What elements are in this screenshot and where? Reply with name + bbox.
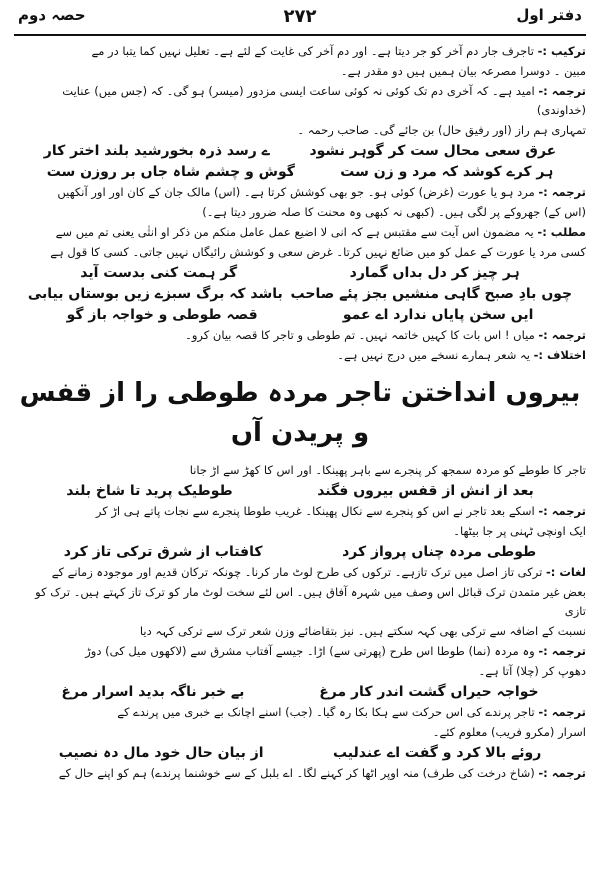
verse-second-hemistich: از بیان حال خود مال دہ نصیب xyxy=(58,745,264,761)
paragraph-text: بعض غیر متمدن ترک قبائل اس وصف میں شہرہ آفاق ہیں۔ اس لئے سخت لوٹ مار کو ترک تاز کہتے ہیں۔ ترک کو تازی xyxy=(35,585,586,618)
paragraph-text: (شاخ درخت کی طرف) منہ اوپر اٹھا کر کہنے لگا۔ اے بلبل کے سے خوشنما پرندے) ہم کو اپنے حال کے xyxy=(58,766,535,780)
text-paragraph xyxy=(14,121,586,140)
paragraph-text: اسرار (مکرو فریب) معلوم کئے۔ xyxy=(432,725,586,739)
verse-second-hemistich: گوش و چشم شاہ جاں بر روزن ست xyxy=(46,164,295,180)
verse-first-hemistich: روئے بالا کرد و گفت اے عندلیب xyxy=(332,745,542,761)
paragraph-label: اختلاف :- xyxy=(533,348,586,362)
paragraph-label: ترجمہ :- xyxy=(538,328,586,342)
verse-first-hemistich: عرق سعی محال ست کر گوہر نشود xyxy=(309,143,557,159)
paragraph-text: نسبت کے اضافہ سے ترکی بھی کہہ سکتے ہیں۔ نیز بتقاضائے وزن شعر ترک سے ترکی کہہ دیا xyxy=(139,624,586,638)
paragraph-text: (اس کے) جھروکے پر لگی ہیں۔ (کبھی نہ کبھی وہ محنت کا صلہ ضرور دیتا ہے۔) xyxy=(202,205,586,219)
paragraph-label: ترجمہ :- xyxy=(538,84,586,98)
text-paragraph xyxy=(14,62,586,81)
verse-couplet xyxy=(24,743,576,764)
verse-second-hemistich: کافتاب از شرق ترکی تاز کرد xyxy=(63,544,263,560)
text-paragraph xyxy=(14,326,586,345)
verse-second-hemistich: بے خبر ناگہ بدید اسرار مرغ xyxy=(61,684,245,700)
header-book-title: دفتر اول xyxy=(516,6,582,24)
verse-second-hemistich: گر ہمت کنی بدست آید xyxy=(80,265,238,281)
verse-couplet xyxy=(24,162,576,183)
page-body xyxy=(14,42,586,879)
verse-couplet xyxy=(24,682,576,703)
verse-first-hemistich: طوطی مردہ چناں پرواز کرد xyxy=(342,544,537,560)
section-heading: بیروں انداختن تاجر مردہ طوطی را از قفس و پریدن آں xyxy=(19,378,581,448)
paragraph-label: ترجمہ :- xyxy=(538,644,586,658)
text-paragraph xyxy=(14,203,586,222)
paragraph-text: تاجرف جار دم آخر کو جر دیتا ہے۔ اور دم آخر کی غایت کے لئے ہے۔ تعلیل نہیں کما یتبا در مے xyxy=(91,44,534,58)
text-paragraph xyxy=(14,42,586,61)
text-paragraph xyxy=(14,243,586,262)
paragraph-text: اسکے بعد تاجر نے اس کو پنجرے سے نکال پھینکا۔ غریب طوطا پنجرے سے نجات پاتے ہی اڑ کر xyxy=(95,504,535,518)
paragraph-label: ترجمہ :- xyxy=(538,185,586,199)
paragraph-label: مطلب :- xyxy=(537,225,586,239)
paragraph-label: ترجمہ :- xyxy=(538,705,586,719)
paragraph-text: یہ شعر ہمارے نسخے میں درج نہیں ہے۔ xyxy=(337,348,530,362)
paragraph-label: ترجمہ :- xyxy=(538,504,586,518)
text-paragraph xyxy=(14,662,586,681)
verse-first-hemistich: ہر چیز کر دل بداں گمارد xyxy=(349,265,520,281)
verse-first-hemistich: ہر کرے کوشد کہ مرد و زن ست xyxy=(340,164,554,180)
verse-first-hemistich: ایں سخن پایاں ندارد اے عمو xyxy=(342,307,534,323)
verse-second-hemistich: قصہ طوطی و خواجہ باز گو xyxy=(66,307,258,323)
paragraph-text: تاجر پرندے کی اس حرکت سے ہکا بکا رہ گیا۔ (جب) اسنے اچانک بے خبری میں پرندے کے xyxy=(117,705,535,719)
paragraph-text: میاں ! اس بات کا کہیں خاتمہ نہیں۔ تم طوطی و تاجر کا قصہ بیان کرو۔ xyxy=(185,328,535,342)
paragraph-text: وہ مردہ (نما) طوطا اس طرح (پھرتی سے) اڑا۔ جیسے آفتاب مشرق سے (لاکھوں میل کی) دوڑ xyxy=(85,644,535,658)
paragraph-text: مرد ہو یا عورت (غرض) کوئی ہو۔ جو بھی کوشش کرتا ہے۔ (اس) مالک جان کے کان اور اور آنکھیں xyxy=(57,185,535,199)
paragraph-text: کسی مرد یا عورت کے عمل کو میں ضائع نہیں کرتا۔ غرض سعی و کوشش رائیگاں نہیں جاتی۔ کسی کا قول ہے xyxy=(50,245,586,259)
verse-second-hemistich: باشد کہ برگ سبزے زیں بوستاں بیابی xyxy=(27,286,283,302)
paragraph-text: ترکی تاز اصل میں ترک تازہے۔ ترکوں کی طرح لوٹ مار کرنا۔ چونکہ ترکان قدیم اور موجودہ زمانے کے xyxy=(51,565,543,579)
paragraph-text: یہ مضمون اس آیت سے مقتبس ہے کہ انی لا اضیع عمل عامل منکم من ذکر او انثٰی یعنی تم میں سے xyxy=(55,225,534,239)
verse-second-hemistich: ے رسد ذرہ بخورشید بلند اختر کار xyxy=(43,143,270,159)
text-paragraph xyxy=(14,563,586,582)
text-paragraph xyxy=(14,183,586,202)
page-number: ۲۷۲ xyxy=(283,6,317,27)
verse-couplet xyxy=(24,284,576,305)
paragraph-label: ترجمہ :- xyxy=(538,766,586,780)
text-paragraph xyxy=(14,522,586,541)
paragraph-text: ایک اونچی ٹہنی پر جا بیٹھا۔ xyxy=(453,524,586,538)
paragraph-label: لغات :- xyxy=(545,565,586,579)
verse-couplet xyxy=(24,141,576,162)
page-header xyxy=(14,4,586,36)
paragraph-text: دھوپ کر (چلا) آتا ہے۔ xyxy=(478,664,586,678)
verse-couplet xyxy=(24,542,576,563)
paragraph-label: ترکیب :- xyxy=(537,44,586,58)
text-paragraph xyxy=(14,346,586,365)
text-paragraph xyxy=(14,583,586,621)
text-paragraph xyxy=(14,223,586,242)
text-paragraph xyxy=(14,764,586,783)
text-paragraph xyxy=(14,703,586,722)
header-part-label: حصہ دوم xyxy=(18,6,86,24)
text-paragraph xyxy=(14,82,586,120)
text-paragraph xyxy=(14,502,586,521)
paragraph-text: مبین ۔ دوسرا مصرعہ بیان ہمیں ہیں دو مقدر ہے۔ xyxy=(340,64,586,78)
verse-first-hemistich: بعد از انش از قفس بیروں فگند xyxy=(317,483,534,499)
paragraph-text: تمہاری ہم راز (اور رفیق حال) بن جائے گی۔ صاحب رحمہ ۔ xyxy=(297,123,586,137)
verse-couplet xyxy=(24,481,576,502)
text-paragraph xyxy=(14,622,586,641)
text-paragraph xyxy=(14,723,586,742)
text-paragraph xyxy=(14,642,586,661)
paragraph-text: امید ہے۔ کہ آخری دم تک کوئی نہ کوئی ساعت ایسی مزدور (میسر) ہو گی۔ کہ (جس میں) عنایت (خداوندی) xyxy=(62,84,586,117)
verse-couplet xyxy=(24,305,576,326)
verse-couplet xyxy=(24,263,576,284)
text-paragraph xyxy=(14,461,586,480)
verse-second-hemistich: طوطیک پرید تا شاخ بلند xyxy=(66,483,233,499)
verse-first-hemistich: چوں بادِ صبح گاہی منشیں بجز پئے صاحب xyxy=(290,286,573,302)
verse-first-hemistich: خواجہ حیراں گشت اندر کار مرغ xyxy=(319,684,539,700)
paragraph-text: تاجر کا طوطے کو مردہ سمجھ کر پنجرے سے باہر پھینکا۔ اور اس کا کھڑ سے اڑ جانا xyxy=(189,463,586,477)
